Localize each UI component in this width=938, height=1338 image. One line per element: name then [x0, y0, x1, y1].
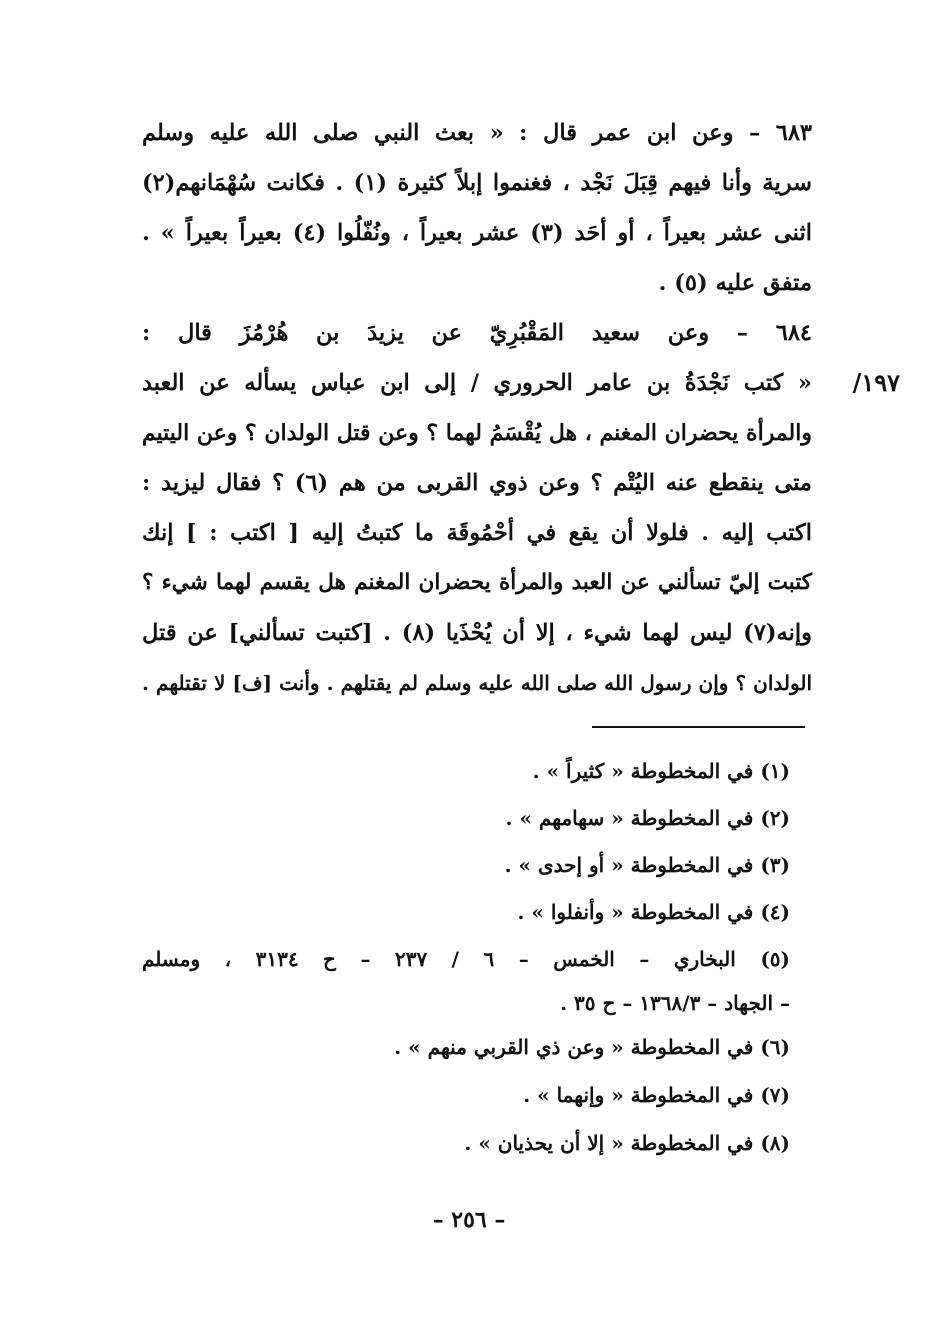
text-line: كتبت إليّ تسألني عن العبد والمرأة يحضران المغنم هل يقسم لهما شيء ؟: [142, 570, 812, 595]
text-line: متى ينقطع عنه اليُتْم ؟ وعن ذوي القربى من هم (٦) ؟ فقال ليزيد :: [142, 470, 812, 496]
text-line: متفق عليه (٥) .: [658, 270, 812, 296]
text-line: اثنى عشر بعيراً ، أو أحَد (٣) عشر بعيراً ، ونُفّلُوا (٤) بعيراً بعيراً » .: [142, 220, 812, 246]
footnote: (٢) في المخطوطة « سهامهم » .: [505, 806, 790, 830]
footnote: (٣) في المخطوطة « أو إحدى » .: [504, 853, 790, 877]
footnote: (٦) في المخطوطة « وعن ذي القربي منهم » .: [394, 1035, 790, 1059]
footnotes: [142, 748, 790, 1167]
footnote-continuation: – الجهاد – ١٣٦٨/٣ – ح ٣٥ .: [560, 991, 790, 1015]
footnote: (٨) في المخطوطة « إلا أن يحذيان » .: [464, 1131, 790, 1155]
text-line: ٦٨٤ – وعن سعيد المَقْبُرِيّ عن يزيدَ بن هُرْمُزَ قال :: [142, 320, 812, 346]
footnote: (٧) في المخطوطة « وإنهما » .: [523, 1083, 790, 1107]
text-line: الولدان ؟ وإن رسول الله صلى الله عليه وسلم لم يقتلهم . وأنت [ف] لا تقتلهم .: [142, 671, 812, 695]
text-line: والمرأة يحضران المغنم ، هل يُقْسَمُ لهما ؟ وعن قتل الولدان ؟ وعن اليتيم: [141, 420, 812, 446]
text-line: اكتب إليه . فلولا أن يقع في أحْمُوقَة ما كتبتُ إليه [ اكتب : ] إنك: [142, 520, 812, 546]
text-line: وإنه(٧) ليس لهما شيء ، إلا أن يُحْذَيا (٨) . [كتبت تسألني] عن قتل: [142, 620, 812, 646]
footnote: (٤) في المخطوطة « وأنفلوا » .: [517, 900, 790, 924]
manuscript-folio-marker: ١٩٧/: [852, 368, 900, 397]
footnote: (٥) البخاري – الخمس – ٦ / ٢٣٧ – ح ٣١٣٤ ، ومسلم: [142, 947, 790, 971]
text-line: « كتب نَجْدَةُ بن عامر الحروري / إلى ابن عباس يسأله عن العبد: [142, 370, 812, 396]
text-line: ٦٨٣ – وعن ابن عمر قال : « بعث النبي صلى الله عليه وسلم: [142, 120, 812, 146]
footnote: (١) في المخطوطة « كثيراً » .: [532, 759, 790, 783]
footnote-separator: [592, 726, 805, 728]
main-text: [142, 108, 812, 708]
page-number: – ٢٥٦ –: [432, 1207, 506, 1233]
text-line: سرية وأنا فيهم قِبَلَ نَجْد ، فغنموا إبلاً كثيرة (١) . فكانت سُهْمَانهم(٢): [142, 170, 812, 196]
